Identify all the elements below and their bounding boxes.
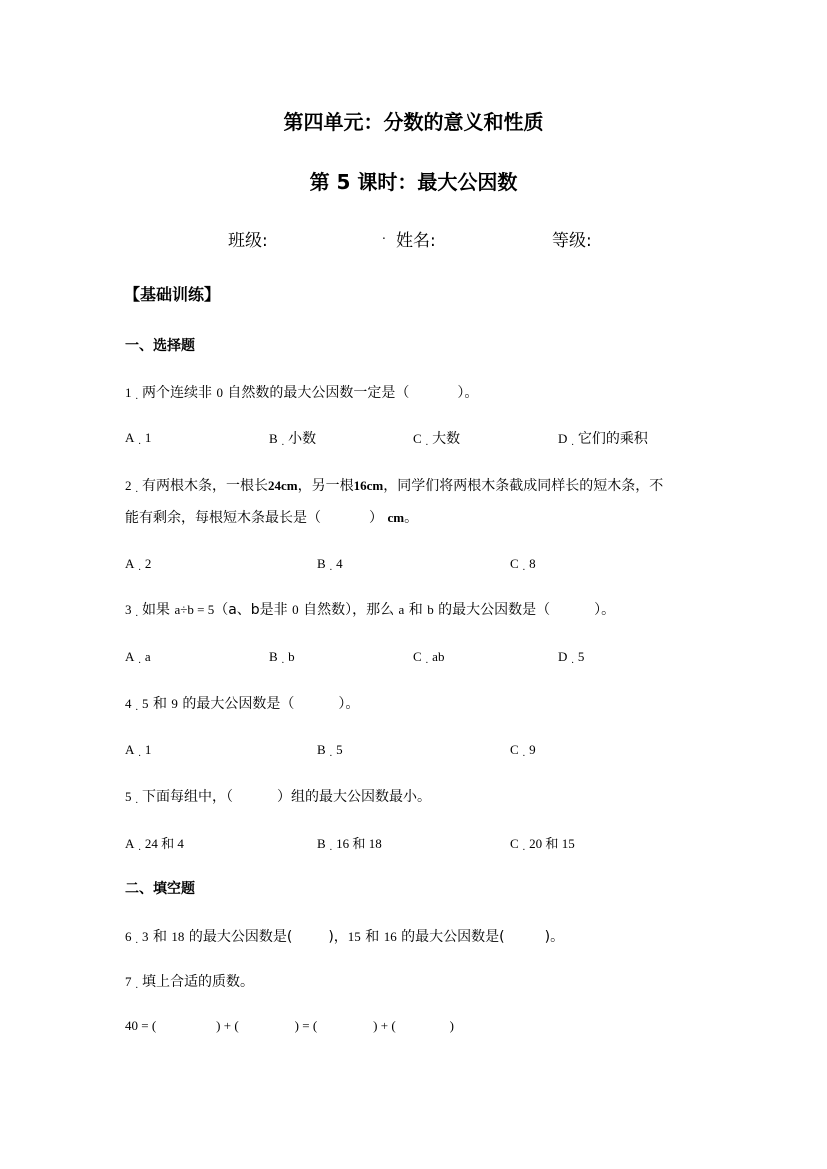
q1-option-d[interactable] [558,428,648,448]
q2-option-c-letter: C [510,556,519,571]
q6-text-6: )。 [544,929,565,945]
q3-option-b-text: b [288,649,295,664]
q2-option-a-text: 2 [144,556,152,571]
q2-line2-close: ） [369,510,383,526]
q1-dot: . [135,391,138,402]
question-7 [125,971,254,991]
q2-option-b-letter: B [317,556,326,571]
q6-dot: . [135,935,138,946]
q6-text-1: 和 [152,929,167,945]
q5-option-b[interactable] [317,833,382,852]
q2-text-3: ，同学们将两根木条截成同样长的短木条，不 [383,478,664,494]
question-4 [125,693,359,713]
q3-var-b: b [427,602,434,617]
q5-option-a[interactable] [125,833,184,852]
q1-option-a-letter: A [125,430,135,445]
question-6 [125,926,564,946]
q6-text-3: )， [328,929,348,945]
q7-eq-part-3: ) + ( [373,1018,396,1033]
q3-option-d-text: 5 [577,649,585,664]
q3-text-4: 自然数），那么 [303,602,395,618]
q6-text-4: 和 [365,929,380,945]
q4-option-a-text: 1 [144,742,152,757]
q3-text-6: 的最大公因数是（ [438,602,551,618]
q4-option-c-dot: . [522,748,526,759]
q4-option-a[interactable] [125,742,151,758]
q3-text-3: 是非 [259,602,288,618]
q5-option-a-num-1: 24 [144,836,158,851]
unit-title: 第四单元：分数的意义和性质 [283,110,544,134]
training-heading: 【基础训练】 [124,285,221,304]
q2-length-1: 24cm [268,478,298,493]
q4-option-b-text: 5 [336,742,343,757]
q1-text-2: 自然数的最大公因数一定是（ [227,385,410,401]
q4-num-1: 5 [142,696,149,711]
section-choice-heading: 一、选择题 [125,338,195,354]
q3-var-a: a [398,602,405,617]
q2-text-1: 有两根木条，一根长 [142,478,268,494]
q4-option-c[interactable] [510,742,536,758]
q2-text-2: ，另一根 [297,478,354,494]
q1-option-c[interactable] [413,428,460,448]
q3-option-c-text: ab [432,649,445,664]
q2-option-a-letter: A [125,556,135,571]
q5-option-c-dot: . [522,842,526,853]
q2-option-a[interactable] [125,556,151,572]
q3-text-5: 和 [408,602,423,618]
q1-option-d-letter: D [558,431,568,446]
q1-zero: 0 [216,385,223,400]
q5-option-c-and: 和 [545,837,559,852]
q4-number: 4 [125,696,132,711]
q4-dot: . [135,702,138,713]
q2-number: 2 [125,478,132,493]
q6-number: 6 [125,929,132,944]
q3-option-c[interactable] [413,649,444,665]
class-label: 班级: [228,231,268,251]
q1-option-d-dot: . [571,437,574,448]
q3-option-d-dot: . [571,655,574,666]
q5-option-a-dot: . [138,842,141,853]
q3-dot: . [135,608,138,619]
q1-number: 1 [125,385,132,400]
q6-num-4: 16 [383,929,397,944]
question-1 [125,382,478,402]
q1-text-3: ）。 [457,385,479,401]
q5-option-b-letter: B [317,836,326,851]
q3-option-a-text: a [144,649,151,664]
q7-eq-start: 40 = ( [125,1018,157,1033]
q5-option-b-dot: . [329,842,333,853]
q2-option-b-dot: . [329,562,333,573]
q3-text-2: （a、b [214,602,260,618]
q7-eq-part-4: ) [449,1018,455,1033]
q5-option-c-num-2: 15 [561,836,575,851]
q2-dot: . [135,484,138,495]
q6-text-2: 的最大公因数是( [188,929,293,945]
q7-eq-part-2: ) = ( [294,1018,318,1033]
q3-option-b-dot: . [281,655,285,666]
q5-option-a-letter: A [125,836,135,851]
q2-option-c-dot: . [522,562,526,573]
q1-option-a-dot: . [138,436,141,447]
q1-option-a[interactable] [125,430,151,446]
q2-line2-text: 能有剩余，每根短木条最长是（ [125,510,321,526]
q6-text-5: 的最大公因数是( [401,929,505,945]
q4-option-b-letter: B [317,742,326,757]
q5-option-b-and: 和 [352,837,366,852]
q5-option-b-num-1: 16 [336,836,350,851]
name-label: 姓名: [396,231,436,251]
q3-text-7: ）。 [594,602,616,618]
q5-option-c-num-1: 20 [529,836,543,851]
q3-option-b[interactable] [269,649,295,665]
question-2-line-1 [125,475,663,495]
q5-option-b-num-2: 18 [368,836,382,851]
separator-dot: . [382,228,386,242]
q7-equation [125,1018,454,1034]
q5-option-c[interactable] [510,833,575,852]
q5-dot: . [135,795,138,806]
q3-option-a-letter: A [125,649,135,664]
q1-option-b-dot: . [281,437,285,448]
q4-option-c-letter: C [510,742,519,757]
q3-text-1: 如果 [142,602,170,618]
q2-option-c-text: 8 [529,556,536,571]
q4-text-2: 的最大公因数是（ [182,696,295,712]
q7-number: 7 [125,974,132,989]
q1-option-b[interactable] [269,428,316,448]
q2-unit: cm [387,510,405,525]
q3-expression: a÷b = 5 [174,602,215,617]
q4-num-2: 9 [171,696,178,711]
q2-option-c[interactable] [510,556,536,572]
q4-option-b[interactable] [317,742,343,758]
q3-option-c-letter: C [413,649,422,664]
q1-option-b-text: 小数 [288,431,317,447]
q5-option-a-and: 和 [161,837,175,852]
q2-end: 。 [404,510,419,526]
q4-text-1: 和 [152,696,167,712]
question-5 [125,786,431,806]
q4-option-a-dot: . [138,748,141,759]
q1-text-1: 两个连续非 [142,385,212,401]
q3-option-c-dot: . [425,655,429,666]
q7-text: 填上合适的质数。 [142,974,254,990]
q2-option-b[interactable] [317,556,343,572]
q2-length-2: 16cm [353,478,384,493]
question-2-line-2 [125,507,418,527]
q6-num-2: 18 [171,929,185,944]
q3-number: 3 [125,602,132,617]
grade-label: 等级: [552,231,592,251]
q4-option-b-dot: . [329,748,333,759]
q1-option-c-dot: . [425,437,429,448]
q5-text-2: ）组的最大公因数最小。 [277,789,431,805]
q4-text-3: ）。 [338,696,360,712]
q1-option-c-letter: C [413,431,422,446]
section-fill-heading: 二、填空题 [125,881,195,897]
question-3 [125,599,615,619]
q6-num-3: 15 [347,929,361,944]
lesson-title: 第 5 课时：最大公因数 [309,170,518,194]
q5-text-1: 下面每组中，（ [142,789,233,805]
q1-option-b-letter: B [269,431,278,446]
q4-option-a-letter: A [125,742,135,757]
q1-option-d-text: 它们的乘积 [577,431,648,447]
q3-zero: 0 [292,602,299,617]
q3-option-b-letter: B [269,649,278,664]
q5-option-a-num-2: 4 [177,836,184,851]
q1-option-c-text: 大数 [432,431,461,447]
q3-option-a-dot: . [138,655,141,666]
q6-num-1: 3 [142,929,149,944]
q5-option-c-letter: C [510,836,519,851]
q3-option-d-letter: D [558,649,568,664]
q2-option-a-dot: . [138,562,141,573]
q3-option-d[interactable] [558,649,584,665]
q2-option-b-text: 4 [336,556,343,571]
q4-option-c-text: 9 [529,742,536,757]
q7-eq-part-1: ) + ( [216,1018,239,1033]
q3-option-a[interactable] [125,649,151,665]
q1-option-a-text: 1 [144,430,152,445]
q5-number: 5 [125,789,132,804]
q7-dot: . [135,980,138,991]
